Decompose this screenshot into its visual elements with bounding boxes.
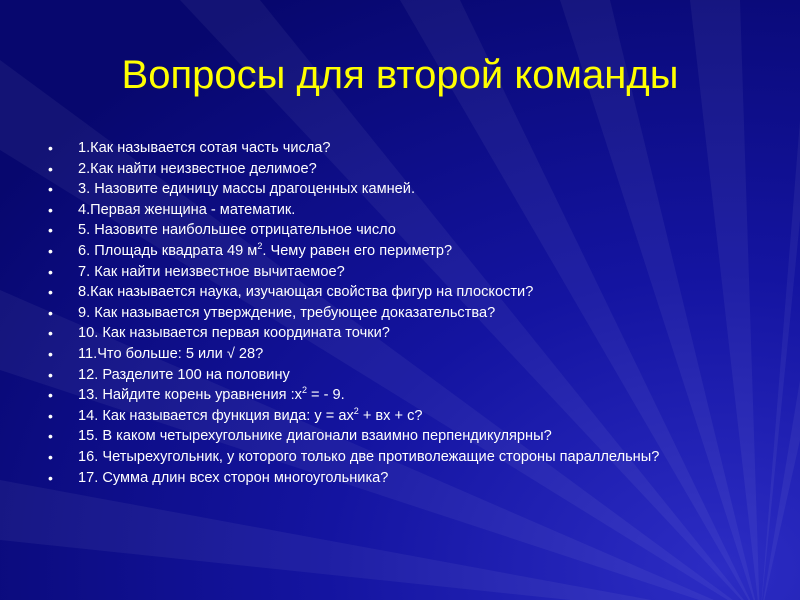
question-text <box>78 264 345 280</box>
question-item <box>48 264 708 280</box>
question-text-part: 17. Сумма длин всех сторон многоугольника? <box>78 469 389 486</box>
question-item <box>48 305 708 321</box>
bullet-icon: • <box>48 304 53 321</box>
question-text <box>78 305 495 321</box>
question-text <box>78 240 453 259</box>
question-item <box>48 161 708 177</box>
question-text <box>78 284 533 300</box>
bullet-icon: • <box>48 407 53 424</box>
question-text <box>78 428 552 444</box>
superscript: 2 <box>353 405 359 416</box>
bullet-icon: • <box>48 469 53 486</box>
question-text-part: 6. Площадь квадрата 49 м <box>78 242 258 259</box>
superscript: 2 <box>301 385 307 396</box>
bullet-icon: • <box>48 345 53 362</box>
question-item <box>48 222 708 238</box>
bullet-icon: • <box>48 242 53 259</box>
bullet-icon: • <box>48 366 53 383</box>
question-text-part: 8.Как называется наука, изучающая свойства фигур на плоскости? <box>78 284 534 301</box>
question-text-part: . Чему равен его периметр? <box>262 242 453 259</box>
question-item <box>48 428 708 444</box>
question-text-part: 4.Первая женщина - математик. <box>78 201 296 218</box>
question-text-part: 13. Найдите корень уравнения :х <box>78 387 302 404</box>
question-text <box>78 470 388 486</box>
superscript: 2 <box>257 240 263 251</box>
question-text-part: 1.Как называется сотая часть числа? <box>78 140 331 156</box>
question-text <box>78 222 396 238</box>
question-item <box>48 470 708 486</box>
bullet-icon: • <box>48 263 53 280</box>
bullet-icon: • <box>48 428 53 445</box>
bullet-icon: • <box>48 325 53 342</box>
bullet-icon: • <box>48 284 53 301</box>
question-text-part: + вх + с? <box>358 407 423 424</box>
question-text-part: 11.Что больше: 5 или √ 28? <box>78 345 264 362</box>
question-text <box>78 202 295 218</box>
question-item <box>48 181 708 197</box>
question-text-part: 9. Как называется утверждение, требующее доказательства? <box>78 304 496 321</box>
question-text <box>78 161 317 177</box>
question-text-part: 7. Как найти неизвестное вычитаемое? <box>78 263 345 280</box>
bullet-icon: • <box>48 448 53 465</box>
bullet-icon: • <box>48 222 53 239</box>
question-text <box>78 367 290 383</box>
question-text-part: = - 9. <box>306 387 345 404</box>
bullet-icon: • <box>48 201 53 218</box>
question-text-part: 2.Как найти неизвестное делимое? <box>78 160 317 177</box>
question-item <box>48 405 708 424</box>
question-text <box>78 181 415 197</box>
bullet-icon: • <box>48 181 53 198</box>
question-text-part: 15. В каком четырехугольнике диагонали взаимно перпендикулярны? <box>78 428 552 445</box>
question-item <box>48 240 708 259</box>
question-text <box>78 325 390 341</box>
question-text <box>78 449 659 465</box>
question-item <box>48 346 708 362</box>
question-text <box>78 346 263 362</box>
question-text <box>78 387 345 403</box>
question-item <box>48 387 708 403</box>
question-text-part: 12. Разделите 100 на половину <box>78 366 290 383</box>
bullet-icon: • <box>48 140 53 156</box>
question-text-part: 10. Как называется первая координата точки? <box>78 325 390 342</box>
question-text-part: 5. Назовите наибольшее отрицательное число <box>78 222 396 239</box>
question-item <box>48 202 708 218</box>
slide-title: Вопросы для второй команды <box>121 53 679 97</box>
question-item <box>48 449 708 465</box>
bullet-icon: • <box>48 387 53 404</box>
question-text-part: 14. Как называется функция вида: у = ах <box>78 407 354 424</box>
question-text <box>78 405 423 424</box>
question-item <box>48 284 708 300</box>
bullet-icon: • <box>48 160 53 177</box>
question-text-part: 16. Четырехугольник, у которого только две противолежащие стороны параллельны? <box>78 448 660 465</box>
question-item <box>48 325 708 341</box>
question-text <box>78 140 331 156</box>
question-item <box>48 367 708 383</box>
question-text-part: 3. Назовите единицу массы драгоценных камней. <box>78 181 416 198</box>
question-item <box>48 140 708 156</box>
question-list <box>48 140 708 490</box>
